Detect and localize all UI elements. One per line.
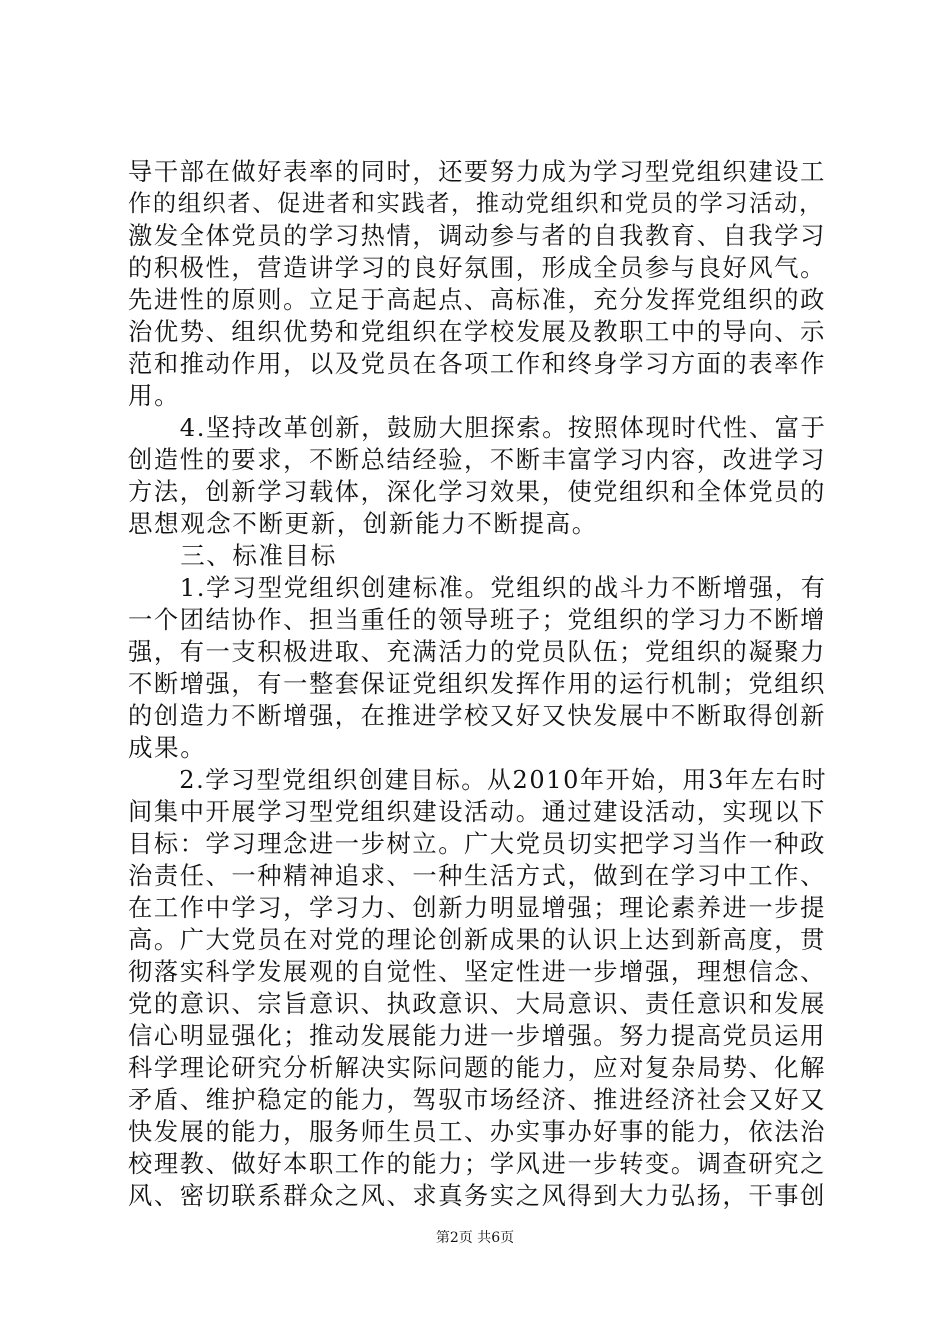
text-line: 激发全体党员的学习热情，调动参与者的自我教育、自我学习 [128,221,826,250]
text-line: 2.学习型党组织创建目标。从2010年开始，用3年左右时 [128,766,828,794]
text-line: 思想观念不断更新，创新能力不断提高。 [128,509,598,538]
text-line: 创造性的要求，不断总结经验，不断丰富学习内容，改进学习 [128,445,826,474]
text-line: 1.学习型党组织创建标准。党组织的战斗力不断增强，有 [128,573,827,602]
text-line: 不断增强，有一整套保证党组织发挥作用的运行机制；党组织 [128,669,826,698]
text-line: 强，有一支积极进取、充满活力的党员队伍；党组织的凝聚力 [128,637,826,666]
text-line: 导干部在做好表率的同时，还要努力成为学习型党组织建设工 [128,157,826,186]
text-line: 范和推动作用，以及党员在各项工作和终身学习方面的表率作 [128,349,826,378]
text-line: 的创造力不断增强，在推进学校又好又快发展中不断取得创新 [128,701,826,730]
text-line: 治优势、组织优势和党组织在学校发展及教职工中的导向、示 [128,317,826,346]
text-line: 4.坚持改革创新，鼓励大胆探索。按照体现时代性、富于 [128,413,827,442]
text-line: 目标：学习理念进一步树立。广大党员切实把学习当作一种政 [128,829,826,858]
text-line: 彻落实科学发展观的自觉性、坚定性进一步增强，理想信念、 [128,957,826,986]
text-line: 用。 [128,381,181,410]
text-line: 成果。 [128,733,207,762]
text-line: 校理教、做好本职工作的能力；学风进一步转变。调查研究之 [128,1149,826,1178]
text-line: 快发展的能力，服务师生员工、办实事办好事的能力，依法治 [128,1117,826,1146]
text-line: 先进性的原则。立足于高起点、高标准，充分发挥党组织的政 [128,285,826,314]
document-body [128,156,828,1212]
text-line: 在工作中学习，学习力、创新力明显增强；理论素养进一步提 [128,893,826,922]
section-heading: 三、标准目标 [128,541,337,570]
page-footer: 第2页 共6页 [435,1230,515,1246]
text-line: 间集中开展学习型党组织建设活动。通过建设活动，实现以下 [128,797,826,826]
text-line: 作的组织者、促进者和实践者，推动党组织和党员的学习活动， [128,190,824,217]
text-line: 科学理论研究分析解决实际问题的能力，应对复杂局势、化解 [128,1053,826,1082]
text-line: 矛盾、维护稳定的能力，驾驭市场经济、推进经济社会又好又 [128,1085,826,1114]
text-line: 一个团结协作、担当重任的领导班子；党组织的学习力不断增 [128,605,826,634]
text-line: 党的意识、宗旨意识、执政意识、大局意识、责任意识和发展 [128,989,826,1018]
text-line: 风、密切联系群众之风、求真务实之风得到大力弘扬，干事创 [128,1181,826,1210]
text-line: 治责任、一种精神追求、一种生活方式，做到在学习中工作、 [128,861,826,890]
text-line: 方法，创新学习载体，深化学习效果，使党组织和全体党员的 [128,477,826,506]
text-line: 高。广大党员在对党的理论创新成果的认识上达到新高度，贯 [128,925,826,954]
text-line: 信心明显强化；推动发展能力进一步增强。努力提高党员运用 [128,1021,826,1050]
text-line: 的积极性，营造讲学习的良好氛围，形成全员参与良好风气。 [128,253,826,282]
